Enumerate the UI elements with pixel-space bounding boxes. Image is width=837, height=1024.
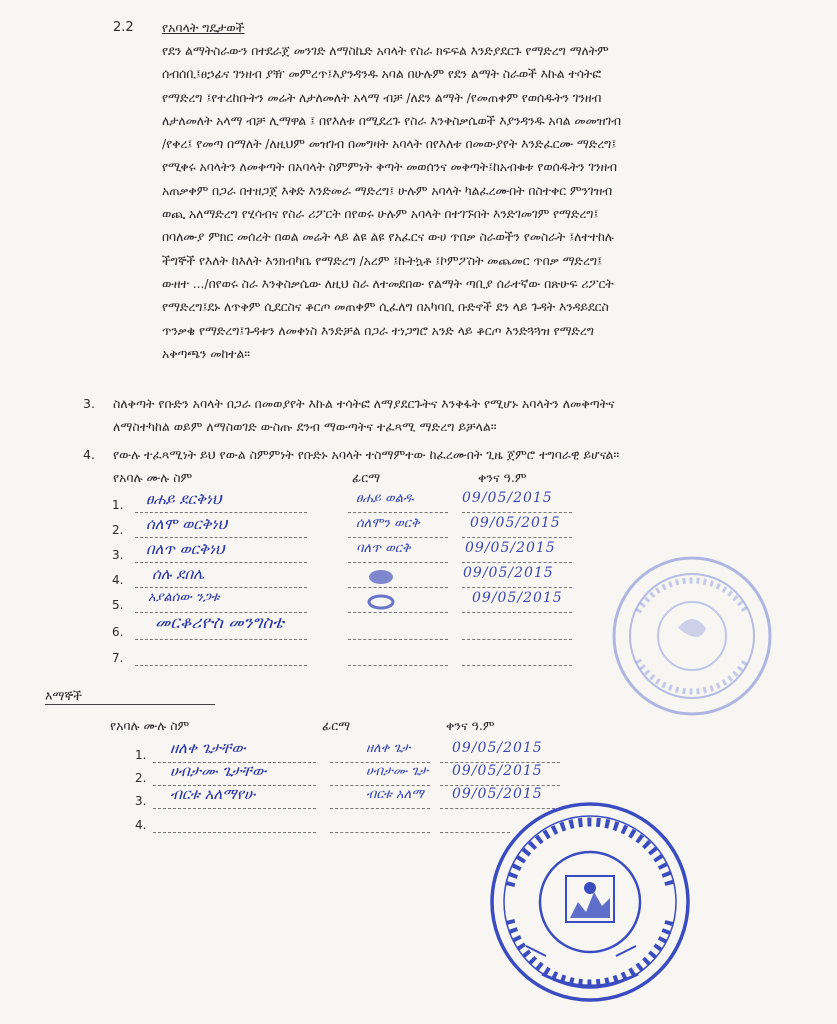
- witnesses-underline: [45, 704, 215, 705]
- scribbled-signature: [366, 567, 396, 587]
- paragraph-line: ወጪ አለማድረግ የሂሳብና የስራ ሪፖርት በየወሩ ሁሉም አባላት በተገኙበት እንድገመገም የማድረግ፤: [162, 207, 599, 222]
- dotted-line: [135, 651, 307, 666]
- handwritten-name: በለጥ ወርቅነህ: [146, 540, 225, 558]
- handwritten-date: 09/05/2015: [462, 490, 553, 506]
- handwritten-name: ዘለቀ ጌታቸው: [170, 739, 246, 757]
- handwritten-name: ሰሉ ደበሌ: [152, 565, 205, 583]
- members-date-header: ቀንና ዓ.ም: [478, 470, 527, 485]
- members-signature-header: ፊርማ: [352, 470, 381, 485]
- clause-number: 3.: [83, 396, 95, 411]
- row-number: 3.: [112, 548, 124, 562]
- row-number: 4.: [112, 573, 124, 587]
- official-stamp-faint: [608, 552, 776, 720]
- members-name-header: የአባሉ ሙሉ ስም: [113, 470, 193, 485]
- clause-line: የውሉ ተፈጻሚነት ይህ የውል ስምምነት የቡድኑ አባላት ተስማምተው ከፈረሙበት ጊዜ ጀምሮ ተግባራዊ ይሆናል።: [113, 447, 620, 462]
- handwritten-date: 09/05/2015: [472, 590, 563, 606]
- clause-line: ለማስተካከል ወይም ለማስወገድ ውስጡ ደንብ ማውጣትና ተፈጻሚ ማድረግ ይቻላል።: [113, 419, 497, 434]
- handwritten-name: ሀብታሙ ጌታቸው: [170, 762, 267, 780]
- handwritten-name: ፀሐይ ደርቅነህ: [146, 490, 222, 508]
- paragraph-line: ለታለመለት አላማ ብቻ ሊማዋል ፤ በየእለቱ በሚደረጉ የስራ እንቅስቃሴወች እያንዳንዱ አባል መመዝገብ: [162, 113, 621, 128]
- handwritten-date: 09/05/2015: [452, 740, 543, 756]
- handwritten-signature: ብርቱ አለማ: [366, 787, 424, 802]
- handwritten-signature: ሀብታሙ ጌታ: [366, 764, 428, 779]
- row-number: 3.: [135, 794, 147, 808]
- dotted-line: [348, 598, 448, 613]
- dotted-line: [348, 651, 448, 666]
- section-paragraph: [162, 40, 817, 366]
- handwritten-date: 09/05/2015: [452, 763, 543, 779]
- witnesses-name-header: የአባሉ ሙሉ ስም: [110, 718, 190, 733]
- dotted-line: [348, 625, 448, 640]
- dotted-line: [462, 651, 572, 666]
- handwritten-signature: ፀሐይ ወልዱ: [356, 491, 414, 506]
- handwritten-date: 09/05/2015: [470, 515, 561, 531]
- paragraph-line: የሚቀሩ አባላትን ለመቅጣት በአባላት ስምምነት ቅጣት መወሰንና መቅጣት፤ከአብቁቱ የወሰዱትን ገንዘብ: [162, 160, 617, 175]
- witnesses-date-header: ቀንና ዓ.ም: [446, 718, 495, 733]
- dotted-line: [348, 573, 448, 588]
- handwritten-name: ሰለሞ ወርቅነህ: [146, 515, 228, 533]
- handwritten-date: 09/05/2015: [452, 786, 543, 802]
- row-number: 2.: [135, 771, 147, 785]
- dotted-line: [462, 625, 572, 640]
- row-number: 1.: [135, 748, 147, 762]
- paragraph-line: የማድረግ ፤የተረከቡትን መሬት ለታለመለት አላማ ብቻ /ለደን ልማት /የመጠቀም የወሰዱትን ገንዘብ: [162, 90, 602, 105]
- dotted-line: [330, 818, 430, 833]
- section-title: የአባላት ግዴታወች: [162, 20, 245, 35]
- paragraph-line: በባለሙያ ምክር መሰረት በወል መሬት ላይ ልዩ ልዩ የአፈርና ውሀ ጥበቃ ስራወችን የመስራት ፤ለተተከሉ: [162, 230, 614, 245]
- paragraph-line: ጥንቃቄ የማድረግ፤ጉዳቱን ለመቀነስ እንድቻል በጋራ ተነጋግሮ አንድ ላይ ቆርጦ እንድጓጓዝ የማድረግ: [162, 323, 594, 338]
- paragraph-line: አጠቃቀም በጋራ በተዘጋጀ እቅድ እንድመራ ማድረግ፤ ሁሉም አባላት ካልፈረሙበት በስተቀር ምንገዝብ: [162, 183, 613, 198]
- row-number: 1.: [112, 498, 124, 512]
- paragraph-line: አቅጣጫን መከተል።: [162, 346, 250, 361]
- handwritten-signature: ሰለሞን ወርቅ: [356, 516, 420, 531]
- paragraph-line: የማድረግ፤ደኑ ለጥቅም ሲደርስና ቆርጦ መጠቀም ሲፈለግ በአካባቢ ቡድኖች ደን ላይ ጉዳት እንዳይደርስ: [162, 300, 609, 315]
- handwritten-date: 09/05/2015: [463, 565, 554, 581]
- row-number: 5.: [112, 598, 124, 612]
- handwritten-name: አያልሰው ንጋቱ: [148, 590, 220, 605]
- row-number: 2.: [112, 523, 124, 537]
- paragraph-line: ሰብሰቢ፤ፀኃፊና ገንዘብ ያዥ መምረጥ፤እያንዳንዱ አባል በሁሉም የደን ልማት ስራወች እኩል ተሳትፎ: [162, 67, 601, 82]
- witnesses-title: እማኞች: [45, 688, 83, 703]
- clause-line: ስለቅጣት የቡድን አባላት በጋራ በመወያየት እኩል ተሳትፎ ለማያደርጉትና እንቅፋት የሚሆኑ አባላትን ለመቅጣትና: [113, 396, 615, 411]
- paragraph-line: ውዘተ .../በየወሩ ስራ እንቅስቃሴው ለዚህ ስራ ለተመደበው የልማት ጣቢያ ሰራተኛው በጽሁፍ ሪፖርት: [162, 276, 614, 291]
- handwritten-date: 09/05/2015: [465, 540, 556, 556]
- row-number: 6.: [112, 625, 124, 639]
- paragraph-line: /የቀረ፤ የመጣ በማለት /ለዚህም መዝገብ በመግዛት አባላት በየእለቱ በመውያየት እንድፈርሙ ማድረግ፤: [162, 137, 617, 152]
- witnesses-signature-header: ፊርማ: [322, 718, 351, 733]
- paragraph-line: የደን ልማትስራውን በተደራጀ መንገድ ለማስኬድ አባላት የስራ ክፍፍል እንድያደርጉ የማድረግ ማለትም: [162, 44, 609, 58]
- handwritten-name: መርቆሪዮስ መንግስቴ: [155, 613, 284, 633]
- scribbled-signature: [364, 592, 398, 612]
- clause-number: 4.: [83, 447, 95, 462]
- handwritten-signature: ዘለቀ ጌታ: [366, 741, 411, 756]
- dotted-line: [153, 818, 316, 833]
- paragraph-line: ችግኞች የእለት ከእለት እንክብካቤ የማድረግ /አረም ፤ኩትኳቶ ፤ኮምፖስት መጨመር ጥበቃ ማድረግ፤: [162, 253, 602, 268]
- section-number: 2.2: [113, 20, 134, 35]
- official-stamp: [486, 796, 694, 1008]
- handwritten-name: ብርቱ አለማየሁ: [170, 785, 256, 803]
- row-number: 4.: [135, 818, 147, 832]
- row-number: 7.: [112, 651, 124, 665]
- handwritten-signature: ባለጥ ወርቅ: [356, 541, 411, 556]
